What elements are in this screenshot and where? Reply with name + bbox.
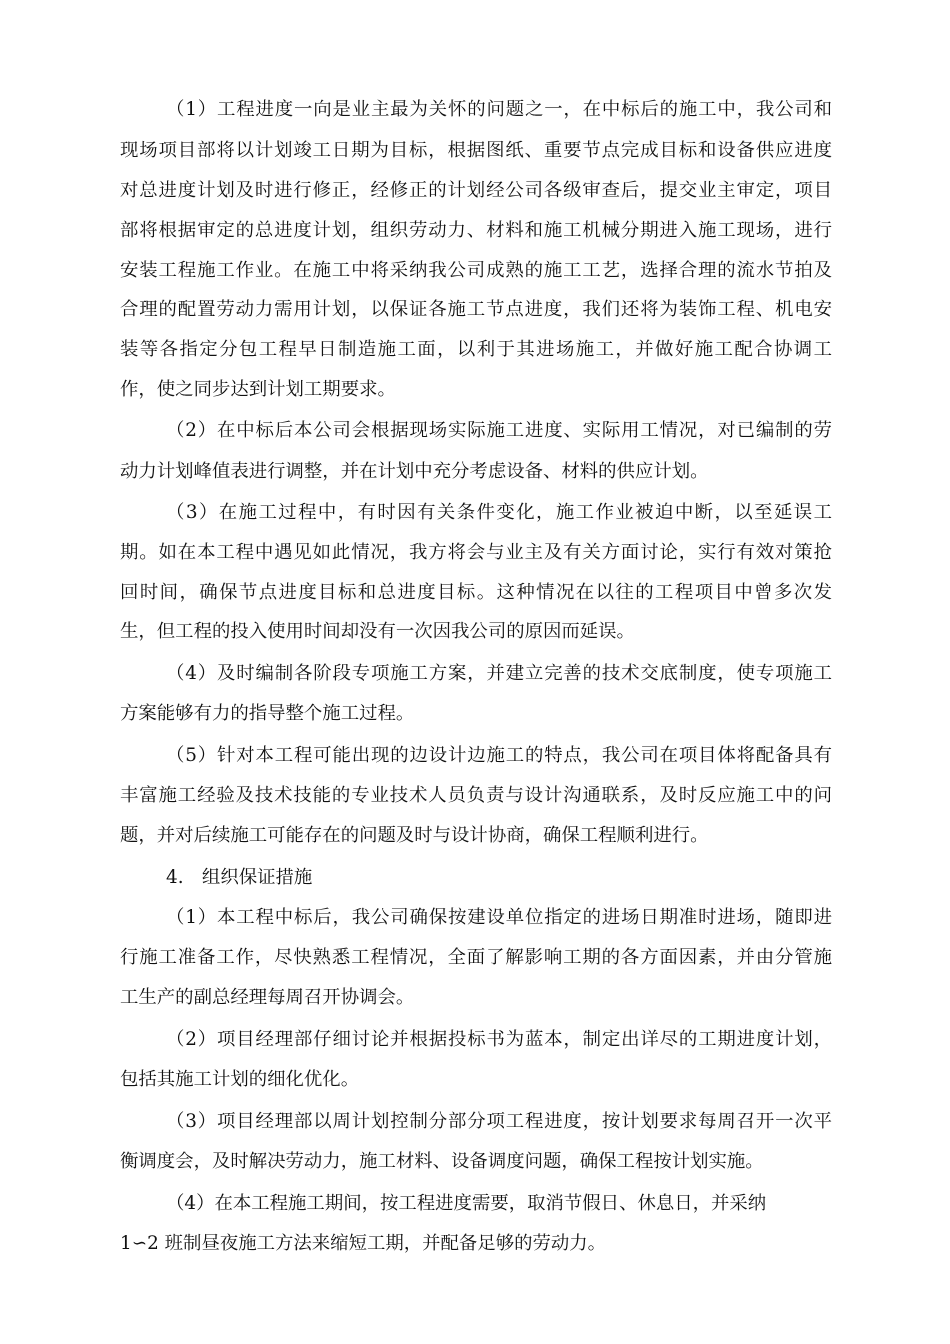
paragraph-1-line-4: 部将根据审定的总进度计划，组织劳动力、材料和施工机械分期进入施工现场，进行 (120, 220, 832, 241)
paragraph-5-line-3: 题，并对后续施工可能存在的问题及时与设计协商，确保工程顺利进行。 (120, 825, 709, 846)
paragraph-3-line-1: （3）在施工过程中，有时因有关条件变化，施工作业被迫中断，以至延误工 (166, 502, 832, 523)
paragraph-1-line-1: （1）工程进度一向是业主最为关怀的问题之一，在中标后的施工中，我公司和 (166, 99, 832, 120)
paragraph-3-line-4: 生，但工程的投入使用时间却没有一次因我公司的原因而延误。 (120, 621, 635, 642)
paragraph-9-line-1: （4）在本工程施工期间，按工程进度需要，取消节假日、休息日，并采纳 (166, 1193, 767, 1214)
paragraph-2-line-2: 动力计划峰值表进行调整，并在计划中充分考虑设备、材料的供应计划。 (120, 461, 709, 482)
paragraph-6-line-3: 工生产的副总经理每周召开协调会。 (120, 987, 415, 1008)
paragraph-4-line-1: （4）及时编制各阶段专项施工方案，并建立完善的技术交底制度，使专项施工 (166, 663, 832, 684)
section-heading: 4. 组织保证措施 (166, 867, 313, 888)
paragraph-1-line-3: 对总进度计划及时进行修正，经修正的计划经公司各级审查后，提交业主审定，项目 (120, 180, 832, 201)
paragraph-3-line-3: 回时间，确保节点进度目标和总进度目标。这种情况在以往的工程项目中曾多次发 (120, 582, 832, 603)
paragraph-9-line-2: 1∽2 班制昼夜施工方法来缩短工期，并配备足够的劳动力。 (120, 1233, 607, 1254)
paragraph-7-line-2: 包括其施工计划的细化优化。 (120, 1069, 360, 1090)
paragraph-6-line-2: 行施工准备工作，尽快熟悉工程情况，全面了解影响工期的各方面因素，并由分管施 (120, 947, 832, 968)
paragraph-5-line-1: （5）针对本工程可能出现的边设计边施工的特点，我公司在项目体将配备具有 (166, 745, 832, 766)
paragraph-4-line-2: 方案能够有力的指导整个施工过程。 (120, 703, 415, 724)
paragraph-5-line-2: 丰富施工经验及技术技能的专业技术人员负责与设计沟通联系，及时反应施工中的问 (120, 785, 832, 806)
paragraph-1-line-2: 现场项目部将以计划竣工日期为目标，根据图纸、重要节点完成目标和设备供应进度 (120, 140, 832, 161)
paragraph-1-line-8: 作，使之同步达到计划工期要求。 (120, 379, 396, 400)
paragraph-6-line-1: （1）本工程中标后，我公司确保按建设单位指定的进场日期准时进场，随即进 (166, 907, 832, 928)
paragraph-3-line-2: 期。如在本工程中遇见如此情况，我方将会与业主及有关方面讨论，实行有效对策抢 (120, 542, 832, 563)
paragraph-7-line-1: （2）项目经理部仔细讨论并根据投标书为蓝本，制定出详尽的工期进度计划， (166, 1029, 832, 1050)
paragraph-2-line-1: （2）在中标后本公司会根据现场实际施工进度、实际用工情况，对已编制的劳 (166, 420, 832, 441)
paragraph-8-line-1: （3）项目经理部以周计划控制分部分项工程进度，按计划要求每周召开一次平 (166, 1111, 832, 1132)
paragraph-8-line-2: 衡调度会，及时解决劳动力，施工材料、设备调度问题，确保工程按计划实施。 (120, 1151, 764, 1172)
paragraph-1-line-5: 安装工程施工作业。在施工中将采纳我公司成熟的施工工艺，选择合理的流水节拍及 (120, 260, 832, 281)
paragraph-1-line-6: 合理的配置劳动力需用计划，以保证各施工节点进度，我们还将为装饰工程、机电安 (120, 299, 832, 320)
paragraph-1-line-7: 装等各指定分包工程早日制造施工面，以利于其进场施工，并做好施工配合协调工 (120, 339, 832, 360)
